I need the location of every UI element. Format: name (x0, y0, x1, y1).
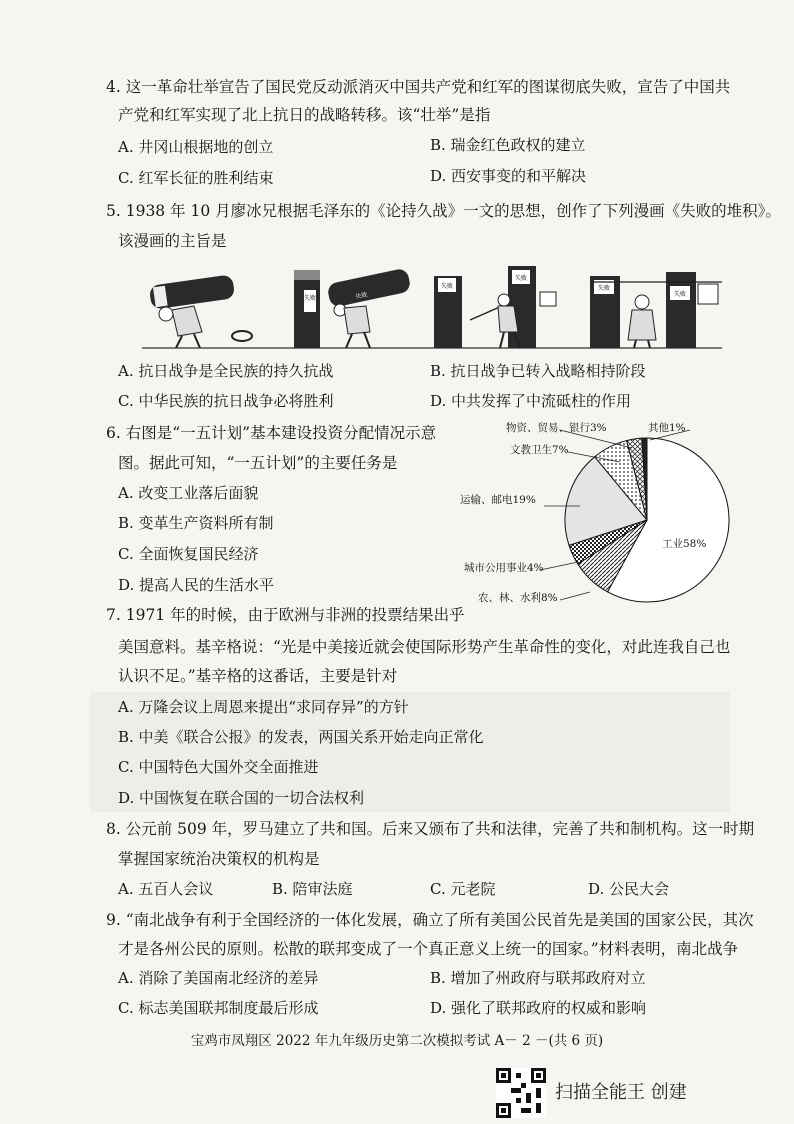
q5-stem-line1: 5. 1938 年 10 月廖冰兄根据毛泽东的《论持久战》一文的思想，创作了下列漫画《失败的堆积》。 (106, 202, 781, 220)
cartoon-panel-2 (294, 268, 412, 348)
pie-label-transport: 运输、邮电19% (460, 494, 536, 506)
qr-code-icon (496, 1068, 546, 1118)
q8-option-d: D. 公民大会 (588, 880, 670, 898)
q8-option-c: C. 元老院 (430, 880, 496, 898)
cartoon-label-6: 失败 (673, 291, 687, 298)
q7-stem-line2: 美国意料。基辛格说：“光是中美接近就会使国际形势产生革命性的变化，对此连我自己也 (118, 638, 731, 656)
q5-stem-line2: 该漫画的主旨是 (118, 232, 227, 250)
q8-option-a: A. 五百人会议 (118, 880, 214, 898)
cartoon-panel-4 (590, 272, 722, 348)
q5-option-c: C. 中华民族的抗日战争必将胜利 (118, 392, 334, 410)
pie-label-culture: 文教卫生7% (510, 444, 569, 456)
q4-option-d: D. 西安事变的和平解决 (430, 167, 587, 185)
pie-leader-line (540, 562, 578, 570)
pie-label-utilities: 城市公用事业4% (464, 562, 544, 574)
pie-chart (450, 414, 760, 614)
q5-option-b: B. 抗日战争已转入战略相持阶段 (430, 362, 646, 380)
cartoon-label-3: 失败 (440, 283, 454, 290)
q6-option-c: C. 全面恢复国民经济 (118, 545, 259, 563)
cartoon-label-4: 失败 (514, 275, 528, 282)
q7-option-c: C. 中国特色大国外交全面推进 (118, 758, 319, 776)
pie-label-agriculture: 农、林、水利8% (478, 592, 558, 604)
q6-option-d: D. 提高人民的生活水平 (118, 576, 275, 594)
q6-option-a: A. 改变工业落后面貌 (118, 484, 259, 502)
pie-label-other: 其他1% (648, 422, 686, 434)
scanner-watermark: 扫描全能王 创建 (555, 1082, 687, 1103)
q7-option-b: B. 中美《联合公报》的发表，两国关系开始走向正常化 (118, 728, 484, 746)
q8-stem-line2: 掌握国家统治决策权的机构是 (118, 850, 320, 868)
q9-option-d: D. 强化了联邦政府的权威和影响 (430, 999, 647, 1017)
q4-option-a: A. 井冈山根据地的创立 (118, 138, 274, 156)
cartoon-label-1: 失败 (303, 295, 317, 302)
cartoon-label-5: 失败 (597, 285, 611, 292)
cartoon-panel-1 (149, 274, 252, 348)
q8-option-b: B. 陪审法庭 (272, 880, 353, 898)
q4-stem-line2: 产党和红军实现了北上抗日的战略转移。该“壮举”是指 (118, 106, 491, 124)
page-footer: 宝鸡市凤翔区 2022 年九年级历史第二次模拟考试 A－ 2 －(共 6 页) (190, 1033, 604, 1049)
q9-stem-line1: 9. “南北战争有利于全国经济的一体化发展，确立了所有美国公民首先是美国的国家公民，其次 (106, 911, 754, 929)
pie-leader-line (560, 592, 590, 600)
q6-stem-line2: 图。据此可知，“一五计划”的主要任务是 (118, 454, 398, 472)
q7-stem-line1: 7. 1971 年的时候，由于欧洲与非洲的投票结果出乎 (106, 606, 465, 624)
q7-stem-line3: 认识不足。”基辛格的这番话，主要是针对 (118, 667, 398, 685)
q4-option-c: C. 红军长征的胜利结束 (118, 169, 274, 187)
q7-option-a: A. 万隆会议上周恩来提出“求同存异”的方针 (118, 698, 409, 716)
q9-stem-line2: 才是各州公民的原则。松散的联邦变成了一个真正意义上统一的国家。”材料表明，南北战争 (118, 940, 739, 958)
q7-option-d: D. 中国恢复在联合国的一切合法权利 (118, 789, 365, 807)
q8-stem-line1: 8. 公元前 509 年，罗马建立了共和国。后来又颁布了共和法律，完善了共和制机构。这一时期 (106, 820, 755, 838)
q4-stem-line1: 4. 这一革命壮举宣告了国民党反动派消灭中国共产党和红军的图谋彻底失败，宣告了中国共 (106, 78, 731, 96)
pie-chart-svg (450, 414, 760, 614)
q5-option-a: A. 抗日战争是全民族的持久抗战 (118, 362, 334, 380)
cartoon-label-2: 失败 (354, 291, 369, 301)
q9-option-a: A. 消除了美国南北经济的差异 (118, 969, 319, 987)
pie-label-industry: 工业58% (662, 538, 707, 550)
pie-label-trade: 物资、贸易、银行3% (506, 422, 607, 434)
cartoon-failure-pile (142, 262, 722, 360)
q6-stem-line1: 6. 右图是“一五计划”基本建设投资分配情况示意 (106, 424, 437, 442)
q4-option-b: B. 瑞金红色政权的建立 (430, 136, 586, 154)
q9-option-b: B. 增加了州政府与联邦政府对立 (430, 969, 646, 987)
q9-option-c: C. 标志美国联邦制度最后形成 (118, 999, 319, 1017)
q6-option-b: B. 变革生产资料所有制 (118, 514, 274, 532)
cartoon-panel-3 (434, 266, 556, 348)
q5-option-d: D. 中共发挥了中流砥柱的作用 (430, 392, 632, 410)
